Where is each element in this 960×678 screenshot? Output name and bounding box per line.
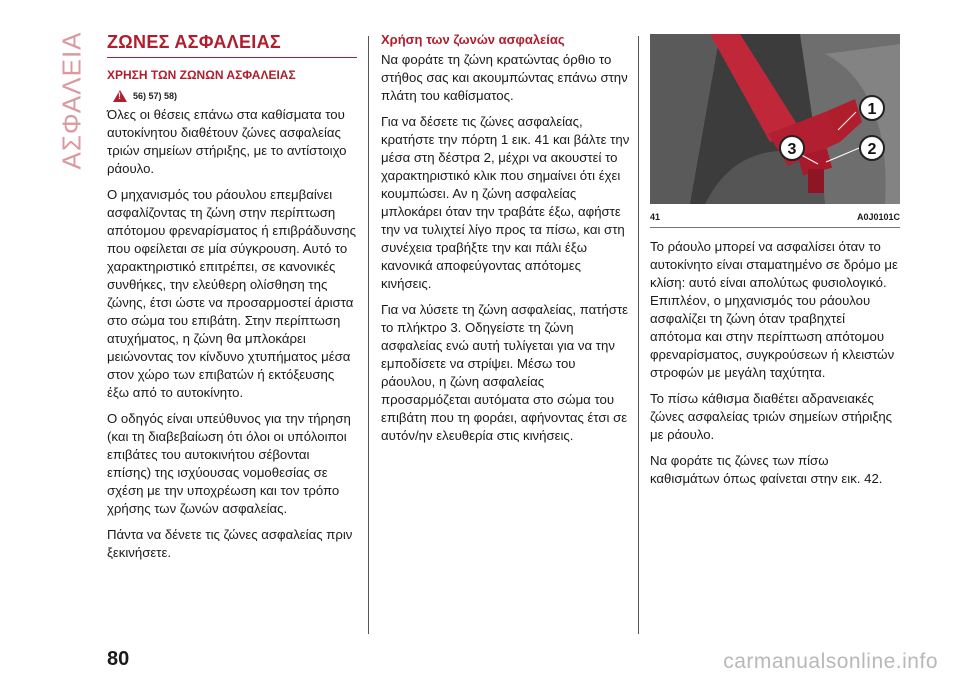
watermark: carmanualsonline.info [723, 650, 938, 673]
page-number: 80 [107, 648, 130, 670]
svg-text:2: 2 [867, 141, 877, 158]
paragraph: Ο μηχανισμός του ράουλου επεμβαίνει ασφαλίζοντας τη ζώνη στην περίπτωση απότομου φρεναρίσματος ή επιβράδυνσης που οφείλεται σε μία σύγκρουση. Αυτό το χαρακτηριστικό επιτρέπει, σε κανονικές συνθήκες, την ελεύθερη ολίσθηση της ζώνης, έτσι ώστε να προσαρμοστεί άριστα στο σώμα του επιβάτη. Στην περίπτωση ατυχήματος, η ζώνη θα μπλοκάρει μειώνοντας τον κίνδυνο χτυπήματος μέσα στον χώρο των επιβατών ή εκτόξευσης έξω από το αυτοκίνητο. [107, 187, 356, 400]
paragraph: Να φοράτε τη ζώνη κρατώντας όρθιο το στήθος σας και ακουμπώντας επάνω στην πλάτη του καθίσματος. [381, 52, 628, 103]
column-divider-2 [638, 36, 639, 634]
subhead: Χρήση των ζωνών ασφαλείας [381, 32, 565, 47]
paragraph: Πάντα να δένετε τις ζώνες ασφαλείας πριν ξεκινήσετε. [107, 527, 353, 560]
callout-2 [860, 136, 884, 160]
svg-text:1: 1 [867, 101, 877, 118]
column-2 [381, 30, 631, 453]
column-divider-1 [368, 36, 369, 634]
subtitle: ΧΡΗΣΗ ΤΩΝ ΖΩΝΩΝ ΑΣΦΑΛΕΙΑΣ [107, 68, 296, 82]
chapter-side-tab-label: ΑΣΦΑΛΕΙΑ [56, 30, 87, 170]
paragraph: Όλες οι θέσεις επάνω στα καθίσματα του αυτοκίνητου διαθέτουν ζώνες ασφαλείας τριών σημείων στήριξης, με το αντίστοιχο ράουλο. [107, 107, 347, 176]
seatbelt-illustration [650, 34, 900, 204]
column-1 [107, 30, 357, 570]
svg-text:3: 3 [787, 141, 797, 158]
warning-row [107, 90, 357, 102]
figure-code: A0J0101C [856, 212, 900, 222]
chapter-side-tab [52, 30, 92, 170]
paragraph: Το πίσω κάθισμα διαθέτει αδρανειακές ζώνες ασφαλείας τριών σημείων στήριξης με ράουλο. [650, 391, 893, 442]
paragraph: Για να λύσετε τη ζώνη ασφαλείας, πατήστε το πλήκτρο 3. Οδηγείστε τη ζώνη ασφαλείας ενώ αυτή τυλίγεται για να την εμποδίσετε να στρίψει. Μέσω του ράουλου, η ζώνη ασφαλείας προσαρμόζεται αυτόματα στο σώμα του επιβάτη που τη φοράει, αφήνοντας έτσι σε αυτόν/ην ελευθερία στις κινήσεις. [381, 302, 629, 443]
section-title: ΖΩΝΕΣ ΑΣΦΑΛΕΙΑΣ [107, 32, 357, 58]
warning-refs: 56) 57) 58) [133, 91, 178, 101]
paragraph: Το ράουλο μπορεί να ασφαλίσει όταν το αυτοκίνητο είναι σταματημένο σε δρόμο με κλίση: αυτό είναι απολύτως φυσιολογικό. Επιπλέον, ο μηχανισμός του ράουλου ασφαλίζει τη ζώνη όταν τραβηχτεί απότομα και στην περίπτωση απότομου φρεναρίσματος, συγκρούσεων ή κλειστών στροφών με μεγάλη ταχύτητα. [650, 239, 898, 380]
callout-3 [780, 136, 804, 160]
paragraph: Για να δέσετε τις ζώνες ασφαλείας, κρατήστε την πόρτη 1 εικ. 41 και βάλτε την μέσα στη δέστρα 2, μέχρι να ακουστεί το χαρακτηριστικό κλικ που σημαίνει ότι έχει κουμπώσει. Αν η ζώνη ασφαλείας μπλοκάρει όταν την τραβάτε έξω, αφήστε την να τυλιχτεί λίγο προς τα πίσω, και στη συνέχεια τραβήξτε την και πάλι έξω κανονικά αποφεύγοντας απότομες κινήσεις. [381, 114, 630, 291]
callout-1 [860, 96, 884, 120]
column-3 [650, 34, 900, 496]
seatbelt-figure [650, 34, 900, 204]
warning-triangle-icon [113, 90, 127, 102]
paragraph: Ο οδηγός είναι υπεύθυνος για την τήρηση (και τη διαβεβαίωση ότι όλοι οι υπόλοιποι επιβάτες του αυτοκινήτου σέβονται επίσης) της ισχύουσας νομοθεσίας σε σχέση με την υποχρέωση και τον τρόπο χρήσης των ζωνών ασφαλείας. [107, 411, 351, 516]
figure-caption [650, 204, 900, 228]
paragraph: Να φοράτε τις ζώνες των πίσω καθισμάτων όπως φαίνεται στην εικ. 42. [650, 453, 883, 486]
figure-number: 41 [650, 212, 661, 222]
